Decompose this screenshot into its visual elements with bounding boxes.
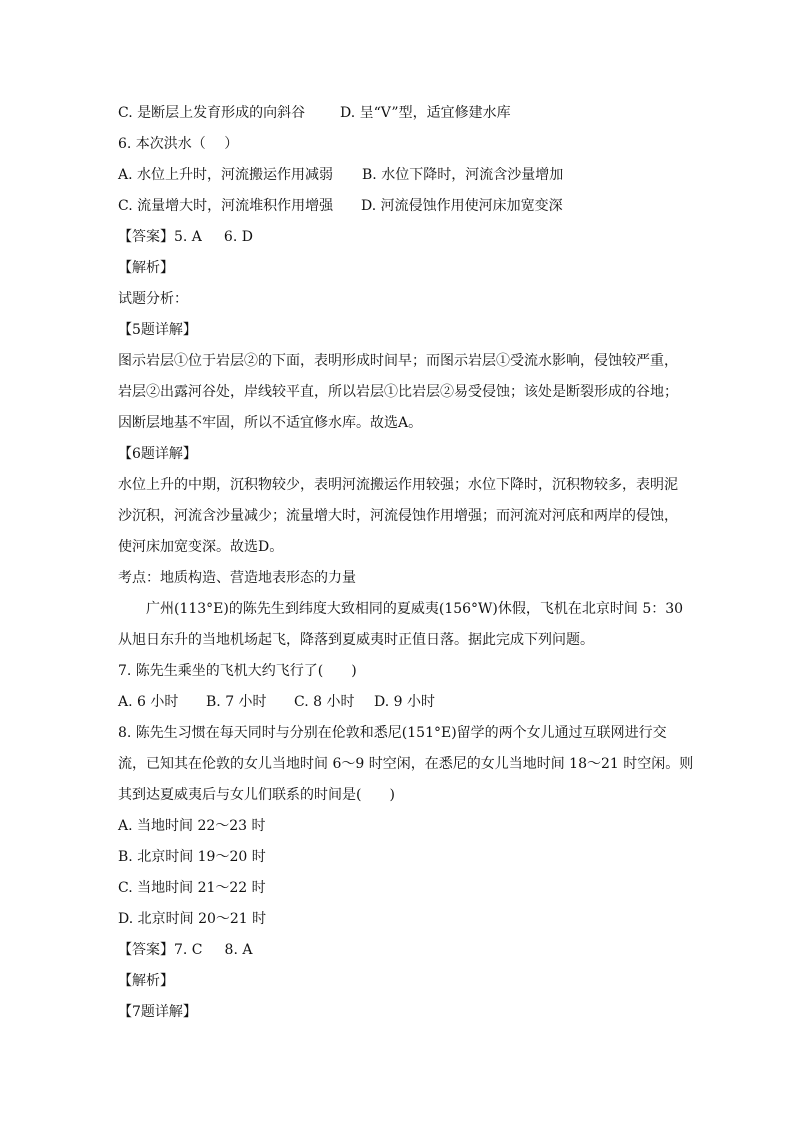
q8-stem-line: 其到达夏威夷后与女儿们联系的时间是( ): [118, 787, 395, 803]
analysis-title-2: 【解析】: [118, 973, 174, 989]
detail-6-line: 使河床加宽变深。故选D。: [118, 539, 284, 555]
q7-option-a: A. 6 小时: [118, 694, 179, 710]
detail-6-title: 【6题详解】: [118, 446, 197, 462]
q7-option-b: B. 7 小时: [206, 694, 267, 710]
q6-options-cd: [118, 194, 678, 225]
analysis-title: 【解析】: [118, 260, 174, 276]
q5-option-c: C. 是断层上发育形成的向斜谷: [118, 105, 306, 121]
q6-option-b: B. 水位下降时，河流含沙量增加: [362, 167, 564, 183]
q7-options: [118, 690, 678, 721]
detail-5-line: 岩层②出露河谷处，岸线较平直，所以岩层①比岩层②易受侵蚀；该处是断裂形成的谷地；: [118, 384, 678, 400]
q7-option-c: C. 8 小时: [294, 694, 355, 710]
answer-label: 【答案】: [118, 229, 174, 245]
q8-option-c: C. 当地时间 21～22 时: [118, 880, 266, 896]
document-content: [118, 101, 694, 1031]
q8-stem-line: 8. 陈先生习惯在每天同时与分别在伦敦和悉尼(151°E)留学的两个女儿通过互联网进行交: [118, 725, 667, 741]
detail-7-title: 【7题详解】: [118, 1004, 197, 1020]
answer-label: 【答案】: [118, 942, 174, 958]
detail-5-line: 因断层地基不牢固，所以不适宜修水库。故选A。: [118, 415, 423, 431]
q6-options-ab: [118, 163, 678, 194]
analysis-intro: 试题分析：: [118, 291, 188, 307]
detail-6-line: 水位上升的中期，沉积物较少，表明河流搬运作用较强；水位下降时，沉积物较多，表明泥: [118, 477, 678, 493]
q8-option-a: A. 当地时间 22～23 时: [118, 818, 266, 834]
q8-stem-line: 流，已知其在伦敦的女儿当地时间 6～9 时空闲，在悉尼的女儿当地时间 18～21 时空闲。则: [118, 756, 694, 772]
passage-line: 广州(113°E)的陈先生到纬度大致相同的夏威夷(156°W)休假，飞机在北京时间 5：30: [146, 601, 684, 617]
q6-option-c: C. 流量增大时，河流堆积作用增强: [118, 198, 334, 214]
answer-7-8: [118, 938, 678, 969]
kaodian: 考点：地质构造、营造地表形态的力量: [118, 570, 356, 586]
q7-option-d: D. 9 小时: [374, 694, 435, 710]
detail-6-line: 沙沉积，河流含沙量减少；流量增大时，河流侵蚀作用增强；而河流对河底和两岸的侵蚀，: [118, 508, 678, 524]
answer-5-6: [118, 225, 678, 256]
answer-7: 7. C: [174, 942, 203, 958]
detail-5-line: 图示岩层①位于岩层②的下面，表明形成时间早；而图示岩层①受流水影响，侵蚀较严重，: [118, 353, 678, 369]
answer-5: 5. A: [174, 229, 202, 245]
passage-line: 从旭日东升的当地机场起飞，降落到夏威夷时正值日落。据此完成下列问题。: [118, 632, 594, 648]
q5-option-d: D. 呈“V”型，适宜修建水库: [340, 105, 511, 121]
answer-8: 8. A: [224, 942, 253, 958]
q6-option-d: D. 河流侵蚀作用使河床加宽变深: [361, 198, 563, 214]
answer-6: 6. D: [223, 229, 253, 245]
q8-option-b: B. 北京时间 19～20 时: [118, 849, 266, 865]
q7-stem: 7. 陈先生乘坐的飞机大约飞行了( ): [118, 663, 357, 679]
q6-stem: 6. 本次洪水（ ）: [118, 136, 239, 152]
q5-options-cd: [118, 101, 678, 132]
q6-option-a: A. 水位上升时，河流搬运作用减弱: [118, 167, 334, 183]
q8-option-d: D. 北京时间 20～21 时: [118, 911, 267, 927]
detail-5-title: 【5题详解】: [118, 322, 197, 338]
